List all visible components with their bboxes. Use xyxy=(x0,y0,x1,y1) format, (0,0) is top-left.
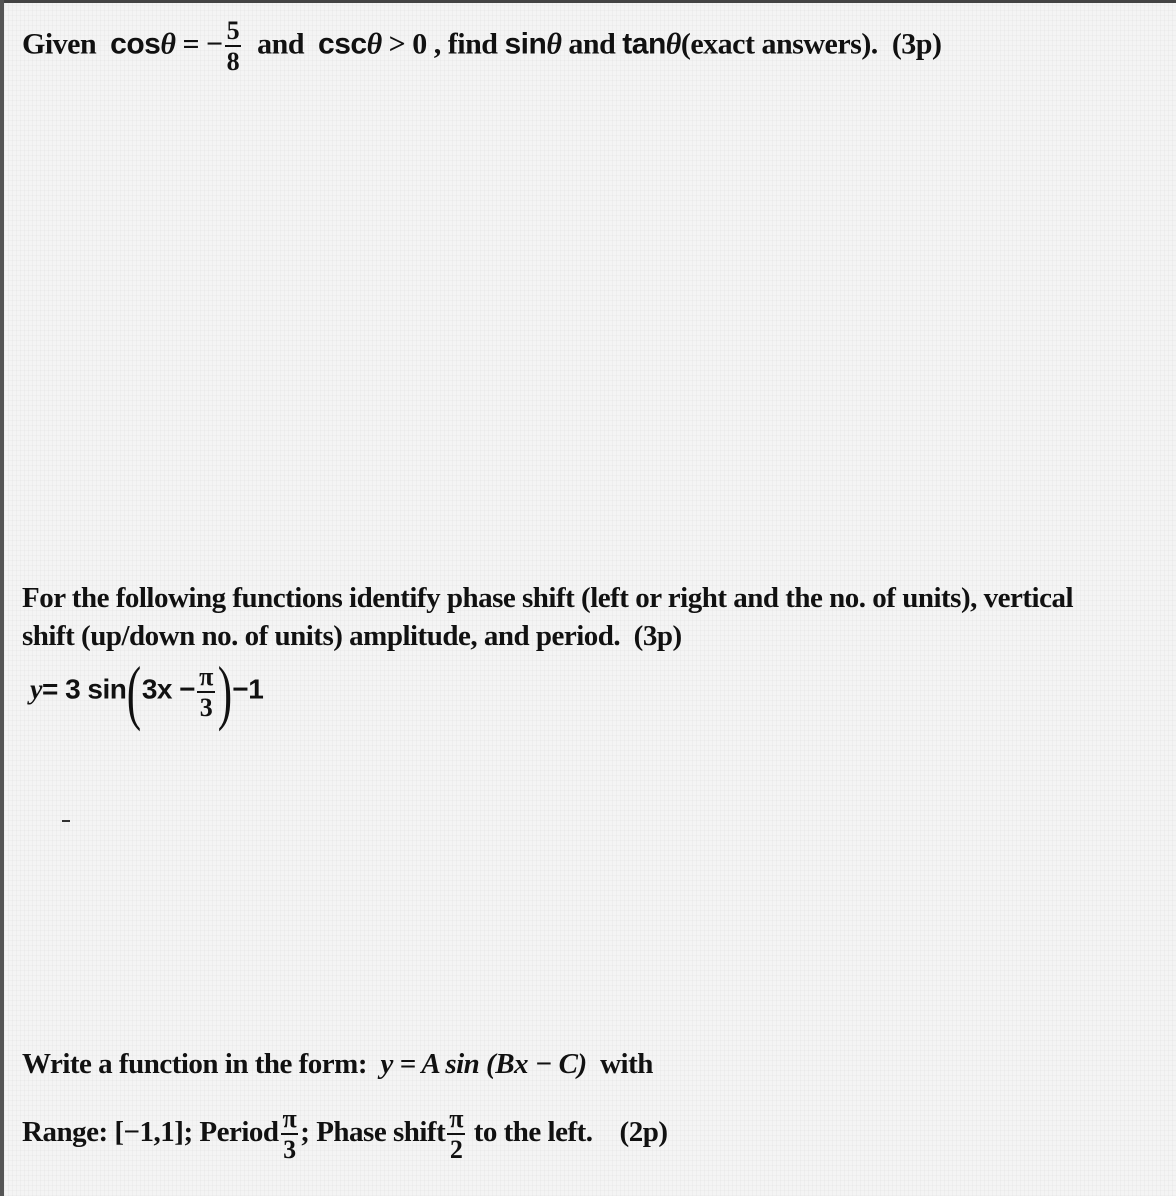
q3-phase-tail: to the left. xyxy=(473,1116,593,1149)
q1-theta-2: θ xyxy=(366,27,382,61)
question-1 xyxy=(22,18,941,75)
question-3-line-2 xyxy=(22,1106,668,1163)
q2-points: (3p) xyxy=(633,620,682,652)
q3-range-value: [−1,1]; xyxy=(114,1116,193,1149)
q1-frac-num: 5 xyxy=(226,16,240,45)
question-2-equation xyxy=(30,652,264,732)
q3-range-label: Range: xyxy=(22,1116,108,1149)
q1-theta: θ xyxy=(160,27,176,61)
question-3-line-1 xyxy=(22,1048,653,1081)
q3-phase-fraction xyxy=(447,1106,465,1163)
q3-line1-text: Write a function in the form: xyxy=(22,1048,367,1080)
q1-sin: sin xyxy=(504,27,547,61)
q1-cos: cos xyxy=(110,27,161,61)
q1-csc: csc xyxy=(318,27,367,61)
q2-eq-inner: 3x − xyxy=(141,673,196,705)
left-paren: ( xyxy=(127,652,142,732)
q3-with: with xyxy=(600,1048,653,1080)
stray-mark xyxy=(62,820,70,822)
q1-tan: tan xyxy=(622,27,666,61)
q2-eq-tail: −1 xyxy=(232,673,264,705)
q3-period-fraction xyxy=(281,1106,299,1163)
question-2-line-1 xyxy=(22,582,1073,615)
q3-formula: y = A sin (Bx − C) xyxy=(380,1048,587,1080)
q2-eq-frac-num: π xyxy=(199,661,213,691)
q3-points: (2p) xyxy=(619,1116,668,1149)
left-border xyxy=(0,0,4,1196)
q2-eq-frac-den: 3 xyxy=(199,692,213,722)
q1-fraction xyxy=(225,18,242,75)
q1-given: Given xyxy=(22,27,97,61)
q1-find: find xyxy=(447,27,498,61)
q2-eq-y: y xyxy=(30,674,42,706)
q1-theta-4: θ xyxy=(665,27,681,61)
top-border xyxy=(0,0,1176,3)
q2-eq-fraction xyxy=(197,661,215,722)
q1-and1: and xyxy=(257,27,305,61)
right-paren: ) xyxy=(217,652,232,732)
q3-period-num: π xyxy=(282,1104,297,1133)
q3-phase-label: Phase shift xyxy=(316,1116,446,1149)
q3-phase-den: 2 xyxy=(449,1135,463,1164)
q1-points: (3p) xyxy=(891,27,942,61)
q3-period-label: Period xyxy=(199,1116,279,1149)
q1-and2: and xyxy=(568,27,616,61)
question-2-line-2 xyxy=(22,620,682,653)
q1-frac-den: 8 xyxy=(226,47,240,76)
q2-line1: For the following functions identify phase shift (left or right and the no. of units), vertical xyxy=(22,582,1074,614)
q1-gt-zero: > 0 , xyxy=(388,27,441,61)
q2-line2: shift (up/down no. of units) amplitude, and period. xyxy=(22,620,621,652)
q3-semicolon: ; xyxy=(300,1116,310,1149)
q1-tail: (exact answers). xyxy=(680,27,878,61)
q2-eq-equals: = 3 sin xyxy=(41,673,127,705)
q3-period-den: 3 xyxy=(283,1135,296,1164)
q1-theta-3: θ xyxy=(546,27,562,61)
q3-phase-num: π xyxy=(449,1104,463,1133)
q1-equals-minus: = − xyxy=(182,27,223,61)
